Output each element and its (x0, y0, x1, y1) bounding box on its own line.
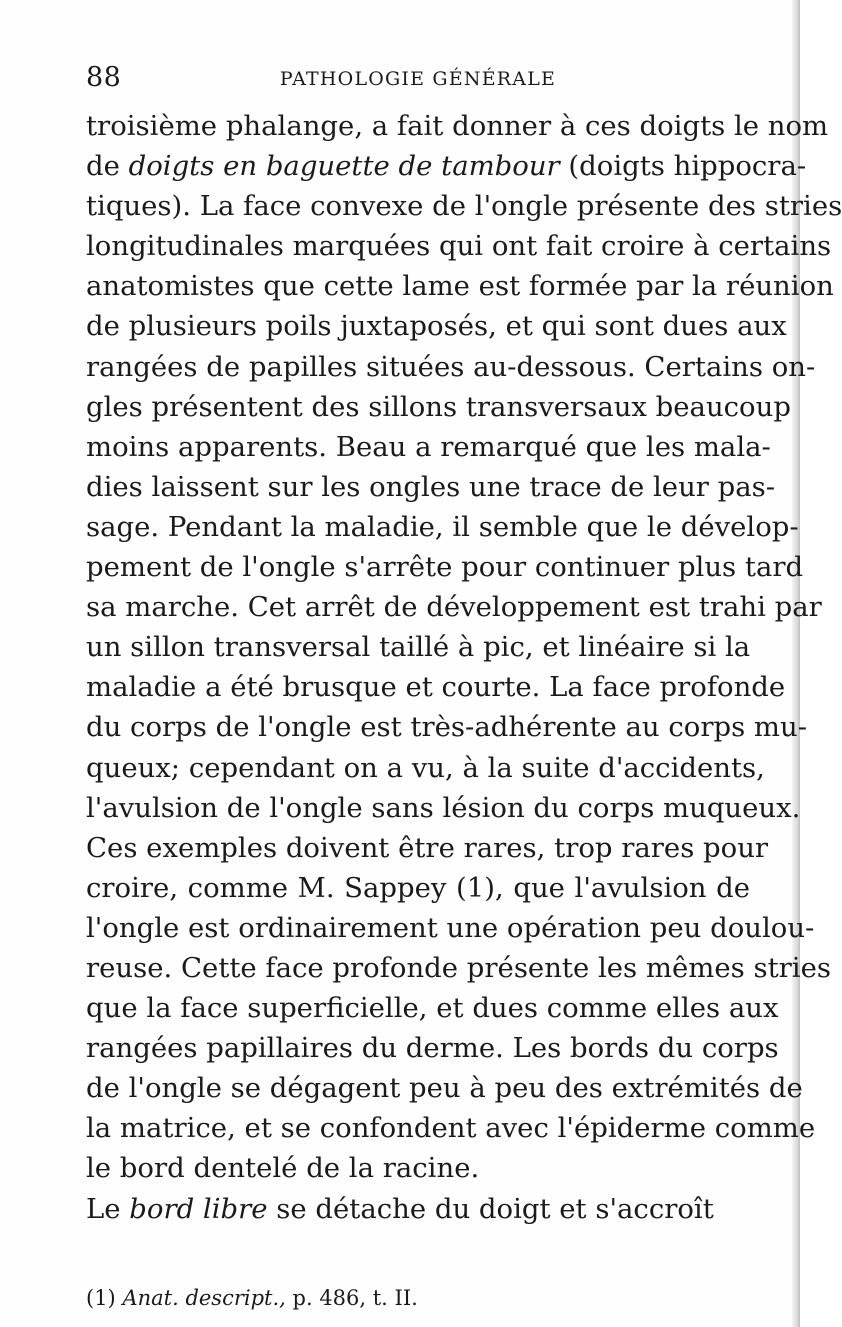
page-number: 88 (86, 62, 122, 93)
text-line (86, 1068, 803, 1108)
text-line (86, 186, 842, 226)
text-segment: le bord dentelé de la racine. (86, 1152, 480, 1185)
text-line (86, 1108, 816, 1148)
text-line (86, 828, 769, 868)
text-line (86, 266, 834, 306)
text-segment: sa marche. Cet arrêt de développement est trahi par (86, 591, 822, 624)
text-segment: rangées de papilles situées au-dessous. Certains on- (86, 350, 816, 383)
text-line (86, 1148, 750, 1188)
text-line (86, 387, 791, 427)
text-line (86, 627, 750, 667)
text-segment: de plusieurs poils juxtaposés, et qui sont dues aux (86, 310, 787, 343)
text-line (86, 146, 807, 186)
text-segment: se détache du doigt et s'accroît (267, 1192, 714, 1225)
text-line (86, 1028, 779, 1068)
text-segment: longitudinales marquées qui ont fait croire à certains (86, 230, 832, 263)
text-line (86, 226, 832, 266)
text-segment: l'avulsion de l'ongle sans lésion du corps muqueux. (86, 791, 801, 824)
text-segment: troisième phalange, a fait donner à ces doigts le nom (86, 110, 829, 142)
text-segment: reuse. Cette face profonde présente les mêmes stries (86, 951, 831, 984)
text-segment: l'ongle est ordinairement une opération peu doulou- (86, 911, 815, 944)
text-segment: Le (86, 1192, 130, 1225)
text-segment: gles présentent des sillons transversaux beaucoup (86, 390, 791, 423)
page-header (86, 62, 750, 96)
italic-term: doigts en baguette de tambour (128, 150, 560, 183)
footnote-marker: (1) (86, 1286, 116, 1310)
text-segment: queux; cependant on a vu, à la suite d'accidents, (86, 751, 765, 784)
footnote-reference: p. 486, t. II. (285, 1286, 418, 1310)
text-segment: maladie a été brusque et courte. La face profonde (86, 671, 786, 704)
text-segment: sage. Pendant la maladie, il semble que le dévelop- (86, 510, 799, 543)
text-line (86, 908, 815, 948)
body-text (86, 106, 842, 1229)
text-segment: un sillon transversal taillé à pic, et linéaire si la (86, 631, 751, 664)
text-line (86, 547, 804, 587)
text-line (86, 1189, 750, 1229)
footnote-source: Anat. descript., (122, 1286, 286, 1310)
text-segment: tiques). La face convexe de l'ongle présente des stries (86, 190, 842, 223)
text-segment: rangées papillaires du derme. Les bords du corps (86, 1032, 779, 1065)
italic-term: bord libre (129, 1192, 268, 1225)
text-line (86, 707, 808, 747)
text-line (86, 467, 776, 507)
text-line (86, 667, 786, 707)
text-line (86, 587, 822, 627)
text-segment: que la face superficielle, et dues comme elles aux (86, 992, 779, 1025)
text-segment: de (86, 150, 129, 183)
text-segment: la matrice, et se confondent avec l'épiderme comme (86, 1112, 816, 1145)
text-line (86, 788, 801, 828)
text-line (86, 347, 816, 387)
text-segment: croire, comme M. Sappey (1), que l'avulsion de (86, 871, 750, 904)
text-segment: du corps de l'ongle est très-adhérente au corps mu- (86, 711, 808, 744)
footnote (86, 1285, 750, 1311)
text-segment: pement de l'ongle s'arrête pour continuer plus tard (86, 551, 804, 584)
text-segment: Ces exemples doivent être rares, trop rares pour (86, 831, 769, 864)
text-line (86, 427, 771, 467)
text-segment: dies laissent sur les ongles une trace de leur pas- (86, 470, 776, 503)
text-segment: anatomistes que cette lame est formée par la réunion (86, 270, 834, 303)
text-line (86, 507, 799, 547)
text-line (86, 948, 831, 988)
text-line (86, 988, 779, 1028)
text-line (86, 748, 765, 788)
text-segment: (doigts hippocra- (559, 150, 807, 183)
text-line (86, 106, 829, 146)
text-segment: de l'ongle se dégagent peu à peu des extrémités de (86, 1072, 803, 1105)
text-segment: moins apparents. Beau a remarqué que les mala- (86, 430, 771, 463)
text-line (86, 306, 787, 346)
text-line (86, 868, 750, 908)
running-title: PATHOLOGIE GÉNÉRALE (279, 68, 557, 90)
